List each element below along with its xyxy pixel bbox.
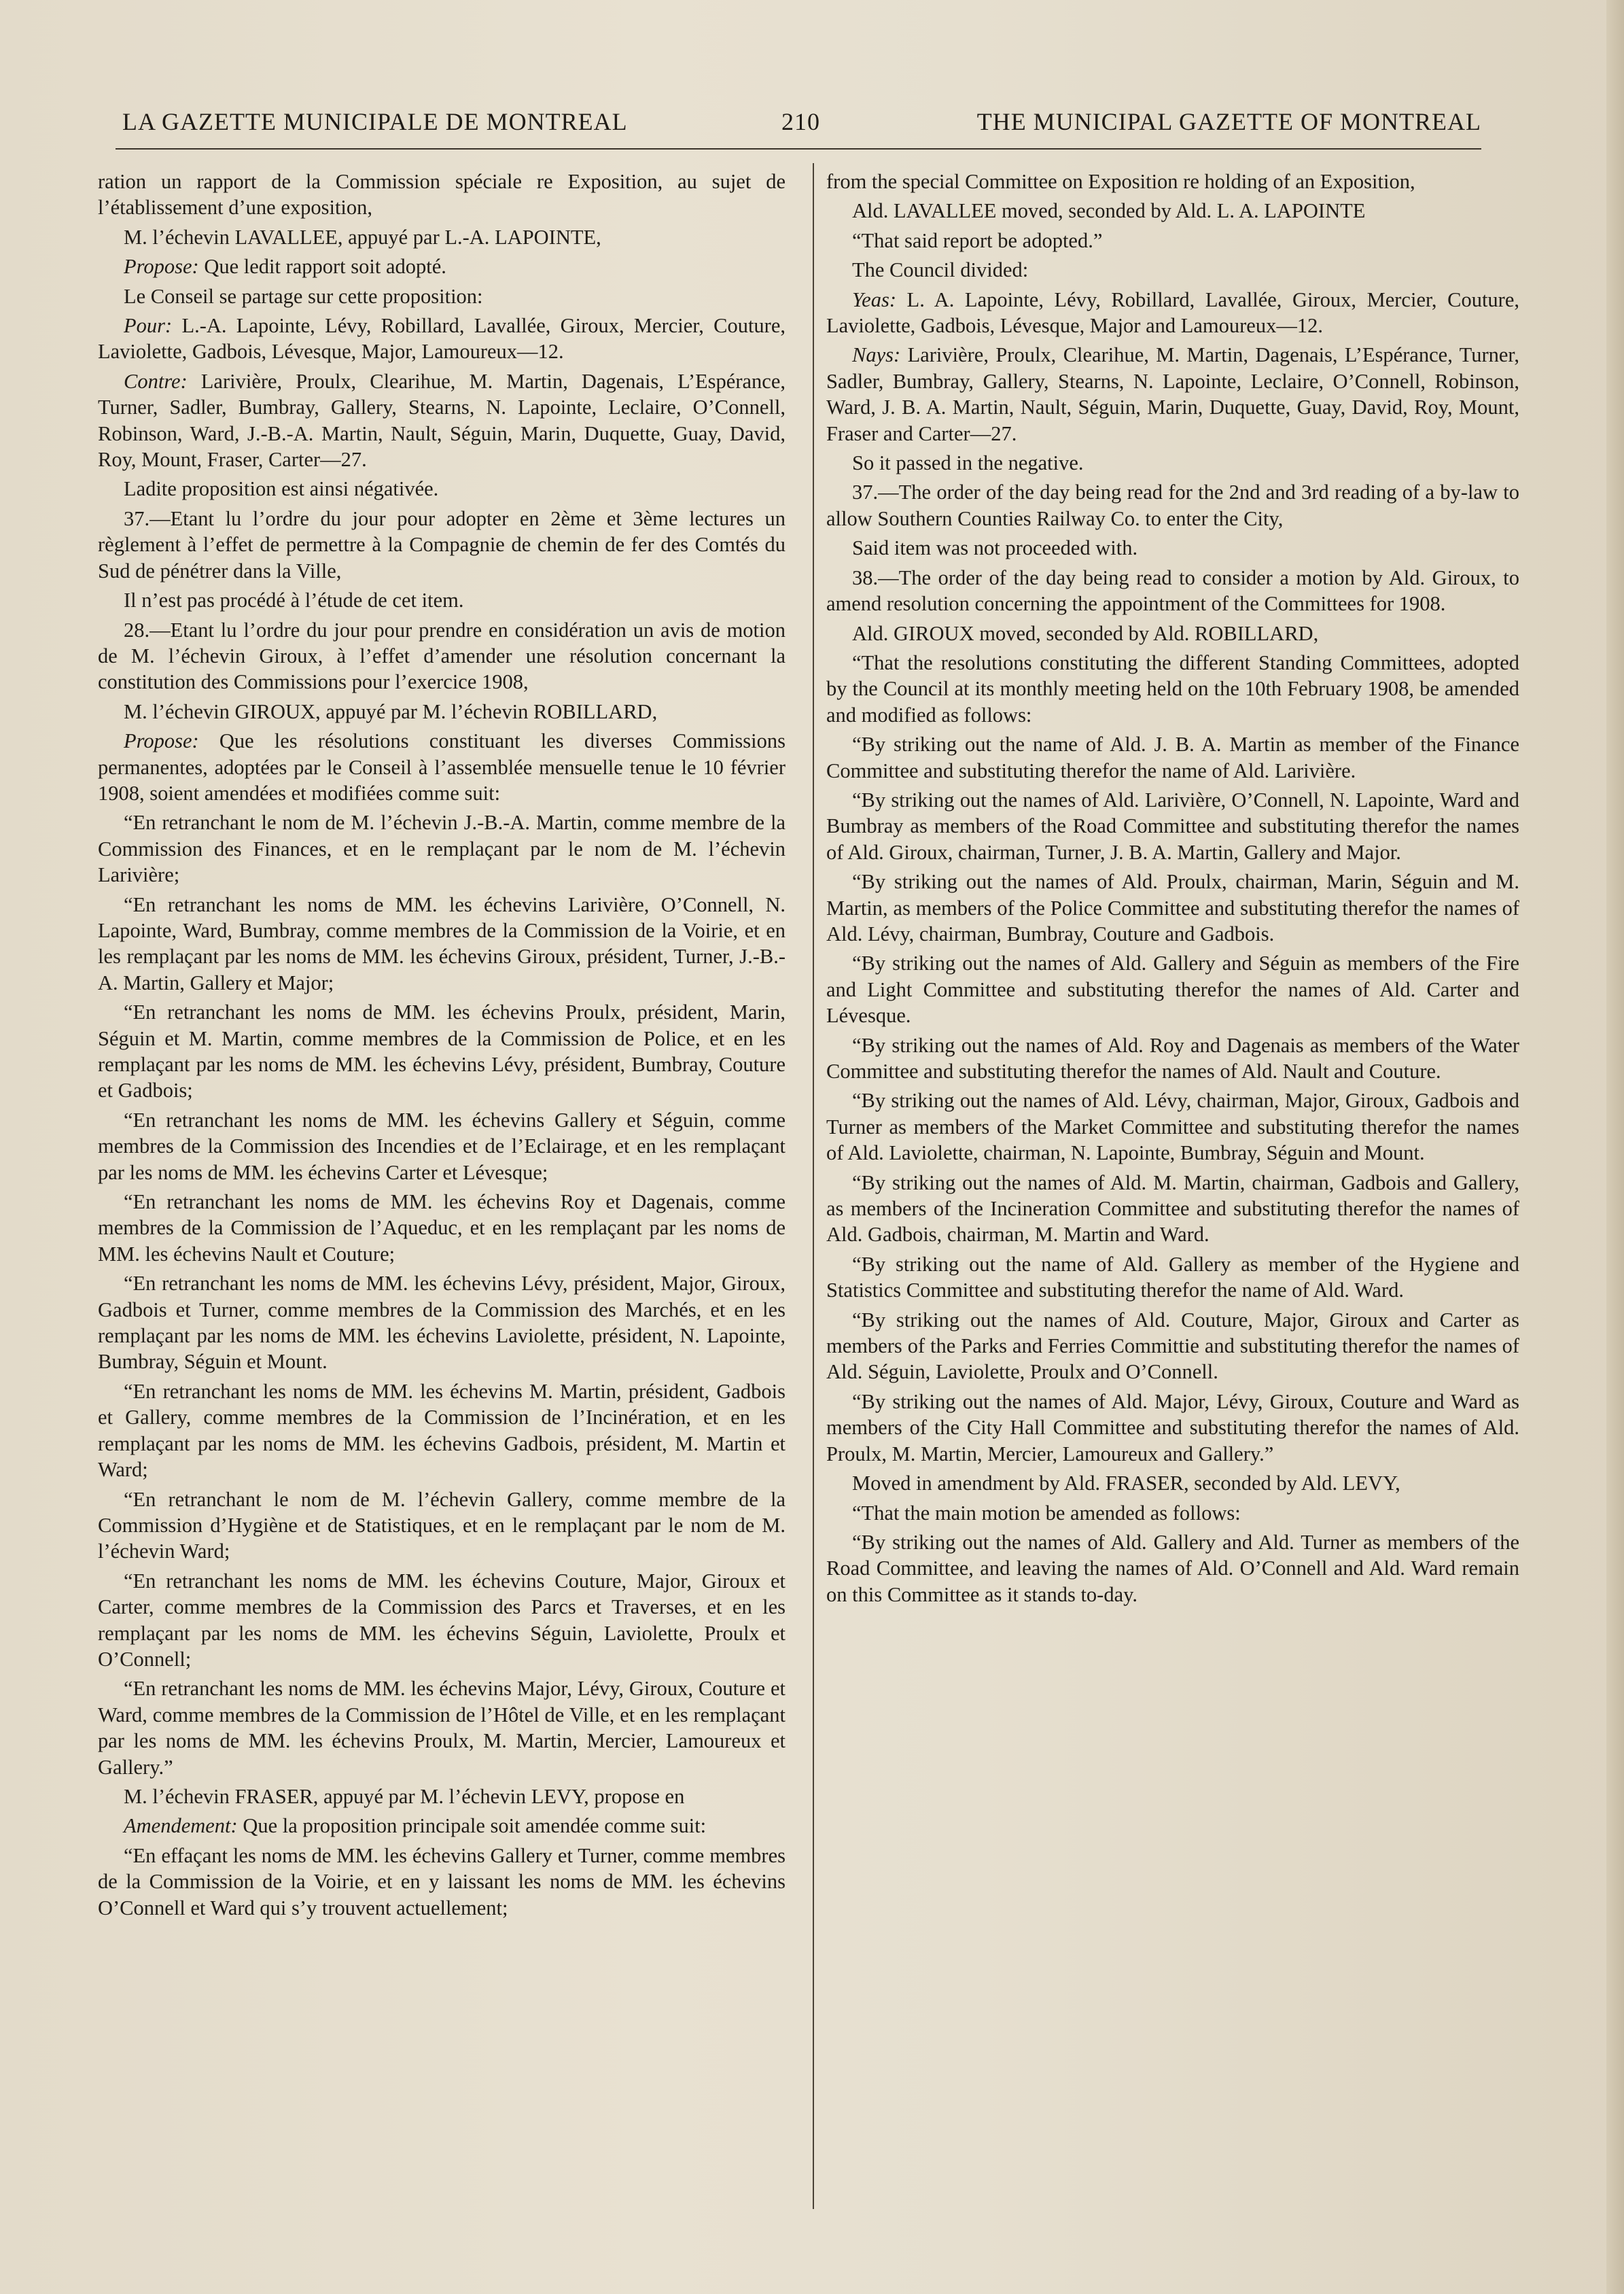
paragraph: Ald. GIROUX moved, seconded by Ald. ROBILLARD, (852, 621, 1319, 645)
paragraph: “By striking out the names of Ald. Gallery and Séguin as members of the Fire and Light Committee and substituting therefor the names of Ald. Carter and Lévesque. (826, 952, 1519, 1028)
paragraph: “En retranchant les noms de MM. les échevins Gallery et Séguin, comme membres de la Commission des Incendies et de l’Eclairage, et en les remplaçant par les noms de MM. les échevins Carter et Lévesque; (98, 1108, 785, 1184)
header-french-title: LA GAZETTE MUNICIPALE DE MONTREAL (122, 108, 628, 135)
page-edge (1606, 0, 1624, 2294)
paragraph: “By striking out the names of Ald. Larivière, O’Connell, N. Lapointe, Ward and Bumbray as members of the Road Committee and substituting therefor the names of Ald. Giroux, chairman, Turner, J. B. A. Martin, Gallery and Major. (826, 788, 1519, 864)
french-column (98, 169, 785, 1924)
paragraph: “By striking out the names of Ald. Major, Lévy, Giroux, Couture and Ward as members of the City Hall Committee and substituting therefor the names of Ald. Proulx, M. Martin, Mercier, Lamoureux and Gallery.” (826, 1389, 1519, 1465)
paragraph: 37.—Etant lu l’ordre du jour pour adopter en 2ème et 3ème lectures un règlement à l’effet de permettre à la Compagnie de chemin de fer des Comtés du Sud de pénétrer dans la Ville, (98, 506, 785, 583)
paragraph: 37.—The order of the day being read for the 2nd and 3rd reading of a by-law to allow Southern Counties Railway Co. to enter the City, (826, 481, 1519, 530)
paragraph: Le Conseil se partage sur cette proposition: (124, 284, 483, 308)
english-column (826, 169, 1519, 1611)
paragraph: “En effaçant les noms de MM. les échevins Gallery et Turner, comme membres de la Commission de la Voirie, et en y laissant les noms de MM. les échevins O’Connell et Ward qui s’y trouvent actuellement; (98, 1843, 785, 1919)
paragraph: Il n’est pas procédé à l’étude de cet item. (124, 589, 464, 612)
paragraph: Amendement: Que la proposition principale soit amendée comme suit: (124, 1814, 707, 1838)
paragraph: Nays: Larivière, Proulx, Clearihue, M. Martin, Dagenais, L’Espérance, Turner, Sadler, Bumbray, Gallery, Stearns, N. Lapointe, Leclaire, O’Connell, Robinson, Ward, J. B. A. Martin, Nault, Séguin, Marin, Duquette, Guay, David, Roy, Mount, Fraser and Carter—27. (826, 343, 1519, 445)
page-header (116, 107, 1481, 141)
paragraph: from the special Committee on Exposition re holding of an Exposition, (826, 170, 1415, 193)
paragraph: “By striking out the names of Ald. Gallery and Ald. Turner as members of the Road Committee, and leaving the names of Ald. O’Connell and Ald. Ward remain on this Committee as it stands to-day. (826, 1530, 1519, 1606)
paragraph: Said item was not proceeded with. (852, 536, 1138, 560)
header-english-title: THE MUNICIPAL GAZETTE OF MONTREAL (976, 108, 1481, 135)
paragraph: “By striking out the name of Ald. Gallery as member of the Hygiene and Statistics Committee and substituting therefor the name of Ald. Ward. (826, 1252, 1519, 1302)
paragraph: “En retranchant le nom de M. l’échevin Gallery, comme membre de la Commission d’Hygiène et de Statistiques, et en le remplaçant par le nom de M. l’échevin Ward; (98, 1487, 785, 1563)
paragraph: “En retranchant les noms de MM. les échevins Roy et Dagenais, comme membres de la Commission de l’Aqueduc, et en les remplaçant par les noms de MM. les échevins Nault et Couture; (98, 1190, 785, 1266)
paragraph: “That the main motion be amended as follows: (852, 1501, 1241, 1525)
paragraph: “En retranchant les noms de MM. les échevins Larivière, O’Connell, N. Lapointe, Ward, Bumbray, comme membres de la Commission de la Voirie, et en les remplaçant par les noms de MM. les échevins Giroux, président, Turner, J.-B.-A. Martin, Gallery et Major; (98, 892, 785, 994)
paragraph: ration un rapport de la Commission spéciale re Exposition, au sujet de l’établissement d’une exposition, (98, 170, 785, 220)
paragraph: Pour: L.-A. Lapointe, Lévy, Robillard, Lavallée, Giroux, Mercier, Couture, Laviolette, Gadbois, Lévesque, Major, Lamoureux—12. (98, 314, 785, 364)
paragraph: “En retranchant le nom de M. l’échevin J.-B.-A. Martin, comme membre de la Commission des Finances, et en le remplaçant par le nom de M. l’échevin Larivière; (98, 811, 785, 887)
paragraph: M. l’échevin LAVALLEE, appuyé par L.-A. LAPOINTE, (124, 225, 601, 249)
paragraph: Yeas: L. A. Lapointe, Lévy, Robillard, Lavallée, Giroux, Mercier, Couture, Laviolette, Gadbois, Lévesque, Major and Lamoureux—12. (826, 288, 1519, 338)
paragraph: “By striking out the names of Ald. Roy and Dagenais as members of the Water Committee and substituting therefor the names of Ald. Nault and Couture. (826, 1033, 1519, 1083)
paragraph: Propose: Que les résolutions constituant les diverses Commissions permanentes, adoptées par le Conseil à l’assemblée mensuelle tenue le 10 février 1908, soient amendées et modifiées comme suit: (98, 729, 785, 805)
paragraph: 28.—Etant lu l’ordre du jour pour prendre en considération un avis de motion de M. l’échevin Giroux, à l’effet d’amender une résolution concernant la constitution des Commissions pour l’exercice 1908, (98, 618, 785, 694)
paragraph: “That the resolutions constituting the different Standing Committees, adopted by the Council at its monthly meeting held on the 10th February 1908, be amended and modified as follows: (826, 650, 1519, 727)
paragraph: M. l’échevin FRASER, appuyé par M. l’échevin LEVY, propose en (124, 1784, 685, 1808)
paragraph: 38.—The order of the day being read to consider a motion by Ald. Giroux, to amend resolution concerning the appointment of the Committees for 1908. (826, 566, 1519, 616)
paragraph: “That said report be adopted.” (852, 228, 1103, 252)
paragraph: Contre: Larivière, Proulx, Clearihue, M. Martin, Dagenais, L’Espérance, Turner, Sadler, Bumbray, Gallery, Stearns, N. Lapointe, Leclaire, O’Connell, Robinson, Ward, J.-B.-A. Martin, Nault, Séguin, Marin, Duquette, Guay, David, Roy, Mount, Fraser, Carter—27. (98, 369, 785, 472)
paragraph: “En retranchant les noms de MM. les échevins Major, Lévy, Giroux, Couture et Ward, comme membres de la Commission de l’Hôtel de Ville, et en les remplaçant par les noms de MM. les échevins Proulx, M. Martin, Mercier, Lamoureux et Gallery.” (98, 1677, 785, 1779)
paragraph: “By striking out the names of Ald. Proulx, chairman, Marin, Séguin and M. Martin, as members of the Police Committee and substituting therefor the names of Ald. Lévy, chairman, Bumbray, Couture and Gadbois. (826, 870, 1519, 945)
header-rule (116, 148, 1481, 150)
paragraph: “By striking out the names of Ald. M. Martin, chairman, Gadbois and Gallery, as members of the Incineration Committee and substituting therefor the names of Ald. Gadbois, chairman, M. Martin and Ward. (826, 1170, 1519, 1247)
paragraph: “By striking out the names of Ald. Couture, Major, Giroux and Carter as members of the Parks and Ferries Committie and substituting therefor the names of Ald. Séguin, Laviolette, Proulx and O’Connell. (826, 1308, 1519, 1384)
page-number: 210 (781, 108, 820, 135)
paragraph: “En retranchant les noms de MM. les échevins Couture, Major, Giroux et Carter, comme membres de la Commission des Parcs et Traverses, et en les remplaçant par les noms de MM. les échevins Séguin, Laviolette, Proulx et O’Connell; (98, 1569, 785, 1671)
paragraph: Ladite proposition est ainsi négativée. (124, 477, 439, 501)
paragraph: So it passed in the negative. (852, 451, 1084, 475)
paragraph: “En retranchant les noms de MM. les échevins Lévy, président, Major, Giroux, Gadbois et Turner, comme membres de la Commission des Marchés, et en les remplaçant par les noms de MM. les échevins Laviolette, président, N. Lapointe, Bumbray, Séguin et Mount. (98, 1272, 785, 1374)
paragraph: “En retranchant les noms de MM. les échevins Proulx, président, Marin, Séguin et M. Martin, comme membres de la Commission de Police, et en les remplaçant par les noms de MM. les échevins Lévy, président, Bumbray, Couture et Gadbois; (98, 1001, 785, 1102)
paragraph: “En retranchant les noms de MM. les échevins M. Martin, président, Gadbois et Gallery, comme membres de la Commission de l’Incinération, et en les remplaçant par les noms de MM. les échevins Gadbois, président, M. Martin et Ward; (98, 1379, 785, 1482)
paragraph: The Council divided: (852, 258, 1029, 282)
column-divider (813, 163, 814, 2209)
paragraph: “By striking out the names of Ald. Lévy, chairman, Major, Giroux, Gadbois and Turner as members of the Market Committee and substituting therefor the names of Ald. Laviolette, chairman, N. Lapointe, Bumbray, Séguin and Mount. (826, 1089, 1519, 1165)
paragraph: Ald. LAVALLEE moved, seconded by Ald. L. A. LAPOINTE (852, 199, 1366, 223)
paragraph: “By striking out the name of Ald. J. B. A. Martin as member of the Finance Committee and substituting therefor the name of Ald. Larivière. (826, 733, 1519, 782)
paragraph: Propose: Que ledit rapport soit adopté. (124, 255, 446, 279)
paragraph: Moved in amendment by Ald. FRASER, seconded by Ald. LEVY, (852, 1472, 1400, 1495)
paragraph: M. l’échevin GIROUX, appuyé par M. l’échevin ROBILLARD, (124, 699, 658, 723)
